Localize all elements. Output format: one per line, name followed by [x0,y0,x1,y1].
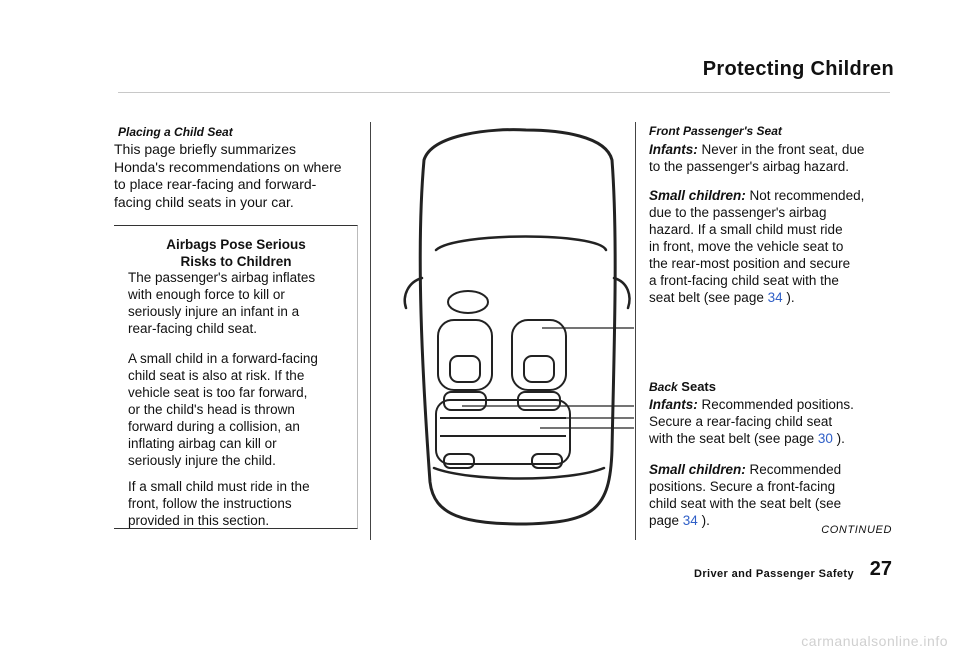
back-infants-item [649,396,906,447]
rear-headrest-right [532,454,562,468]
back-small-children-item [649,461,906,529]
intro-line: to place rear-facing and forward- [114,176,317,192]
small-children-label: Small children: [649,462,746,477]
back-seats-heading [649,379,716,394]
windshield [436,237,606,251]
intro-line: This page briefly summarizes [114,141,297,157]
item-text: seat belt (see page [649,290,768,305]
item-line: to the passenger's airbag hazard. [649,159,849,174]
back-title-italic: Back [649,380,678,394]
warning-line: with enough force to kill or [128,287,285,302]
small-children-label: Small children: [649,188,746,203]
column-divider-left [370,122,371,540]
item-line: positions. Secure a front-facing [649,479,836,494]
infants-label: Infants: [649,142,698,157]
placing-child-seat-heading: Placing a Child Seat [118,125,233,139]
item-text: Recommended positions. [697,397,854,412]
item-line: the rear-most position and secure [649,256,851,271]
item-text: ). [832,431,845,446]
warning-paragraph-1 [128,269,365,337]
warning-line: or the child's head is thrown [128,402,295,417]
infants-label: Infants: [649,397,698,412]
warning-paragraph-3 [128,478,365,529]
item-line: due to the passenger's airbag [649,205,827,220]
warning-line: If a small child must ride in the [128,479,310,494]
item-text: page [649,513,683,528]
warning-line: A small child in a forward-facing [128,351,318,366]
warning-line: seriously injure an infant in a [128,304,300,319]
page-title: Protecting Children [702,58,894,80]
item-line: in front, move the vehicle seat to [649,239,844,254]
warning-title-line: Risks to Children [180,254,292,269]
header-divider [118,92,890,93]
watermark: carmanualsonline.info [801,633,948,649]
warning-line: child seat is also at risk. If the [128,368,305,383]
item-line: Secure a rear-facing child seat [649,414,833,429]
warning-title [114,236,358,270]
front-small-children-item [649,187,906,306]
warning-line: front, follow the instructions [128,496,292,511]
warning-line: provided in this section. [128,513,270,528]
steering-wheel [448,291,488,313]
warning-line: The passenger's airbag inflates [128,270,316,285]
car-seating-diagram [400,120,636,540]
front-passenger-seat-heading: Front Passenger's Seat [649,124,782,138]
item-text: with the seat belt (see page [649,431,818,446]
warning-paragraph-2 [128,350,365,469]
back-title-rest: Seats [677,379,716,394]
passenger-seat-cushion [524,356,554,382]
item-text: Not recommended, [745,188,865,203]
rear-window [434,468,604,479]
airbag-warning-box [114,225,358,529]
warning-title-line: Airbags Pose Serious [166,237,306,252]
warning-line: vehicle seat is too far forward, [128,385,308,400]
warning-line: rear-facing child seat. [128,321,258,336]
page-link-34[interactable]: 34 [682,513,698,528]
page-number: 27 [869,558,892,580]
page-link-34[interactable]: 34 [767,290,783,305]
continued-label: CONTINUED [821,524,892,536]
front-infants-item [649,141,906,175]
intro-line: Honda's recommendations on where [114,158,342,175]
item-text: ). [782,290,795,305]
item-text: ). [697,513,710,528]
item-line: child seat with the seat belt (see [649,496,842,511]
item-line: a front-facing child seat with the [649,273,839,288]
page-link-30[interactable]: 30 [817,431,833,446]
item-line: hazard. If a small child must ride [649,222,843,237]
driver-seat-cushion [450,356,480,382]
item-text: Recommended [745,462,842,477]
warning-line: seriously injure the child. [128,453,276,468]
intro-paragraph [114,141,364,211]
item-text: Never in the front seat, due [697,142,865,157]
warning-line: inflating airbag can kill or [128,436,277,451]
rear-headrest-left [444,454,474,468]
warning-line: forward during a collision, an [128,419,300,434]
footer-section-name: Driver and Passenger Safety [694,568,854,580]
intro-line: facing child seats in your car. [114,193,294,210]
